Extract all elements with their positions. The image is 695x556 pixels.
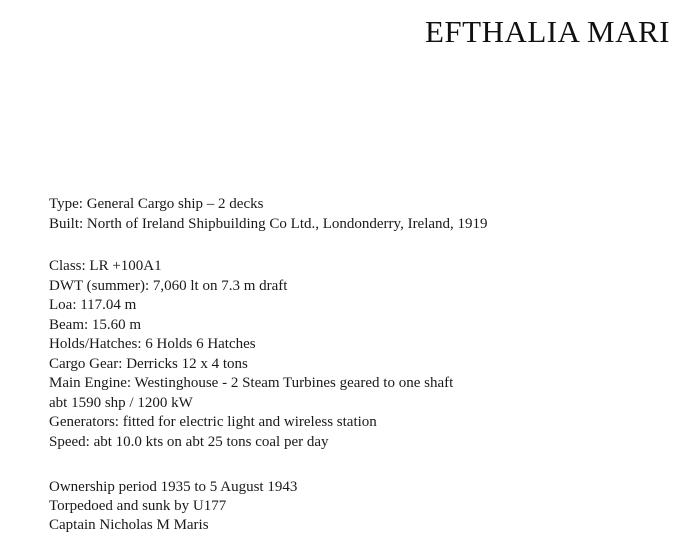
- engine-power-line: abt 1590 shp / 1200 kW: [49, 394, 193, 411]
- ownership-line: Ownership period 1935 to 5 August 1943: [49, 479, 298, 495]
- specifications-section: [49, 257, 453, 452]
- fate-line: Torpedoed and sunk by U177: [49, 498, 227, 514]
- built-line: Built: North of Ireland Shipbuilding Co Ltd., Londonderry, Ireland, 1919: [49, 215, 488, 232]
- type-line: Type: General Cargo ship – 2 decks: [49, 196, 264, 212]
- captain-line: Captain Nicholas M Maris: [49, 517, 209, 533]
- speed-line: Speed: abt 10.0 kts on abt 25 tons coal per day: [49, 433, 329, 450]
- page-title: EFTHALIA MARI: [424, 14, 670, 49]
- generators-line: Generators: fitted for electric light and wireless station: [49, 414, 377, 430]
- history-section: [49, 478, 297, 535]
- loa-line: Loa: 117.04 m: [49, 297, 137, 313]
- main-engine-line: Main Engine: Westinghouse - 2 Steam Turbines geared to one shaft: [49, 375, 454, 391]
- class-line: Class: LR +100A1: [49, 258, 162, 274]
- holds-hatches-line: Holds/Hatches: 6 Holds 6 Hatches: [49, 336, 256, 352]
- dwt-line: DWT (summer): 7,060 lt on 7.3 m draft: [49, 277, 288, 294]
- cargo-gear-line: Cargo Gear: Derricks 12 x 4 tons: [49, 355, 248, 372]
- build-info-section: [49, 195, 488, 234]
- beam-line: Beam: 15.60 m: [49, 316, 142, 333]
